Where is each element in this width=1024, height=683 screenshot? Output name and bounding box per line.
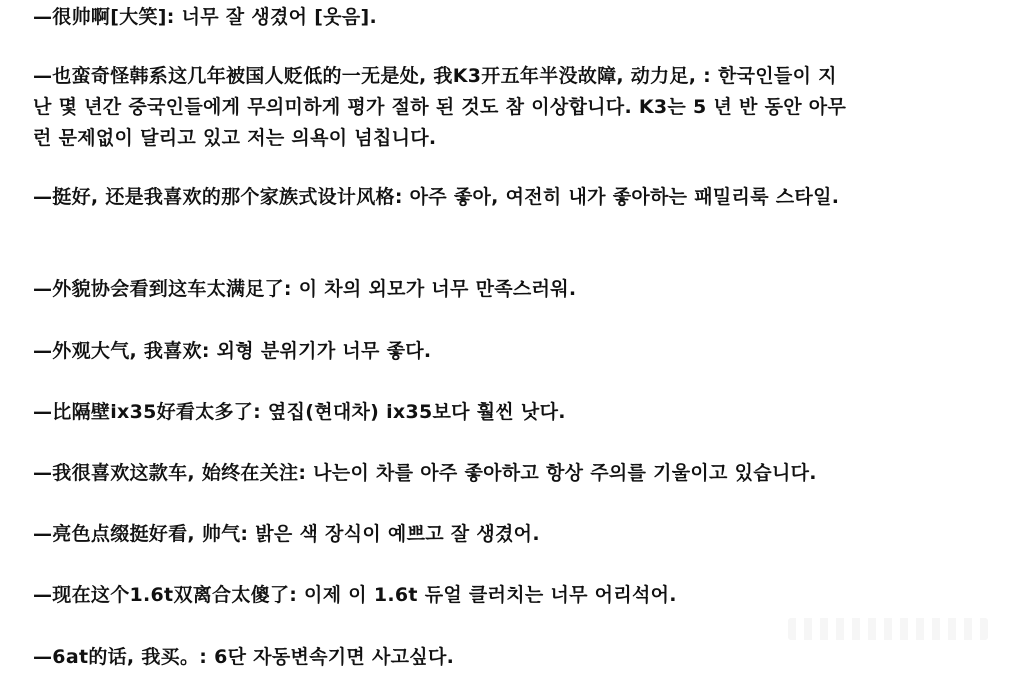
- comment-paragraph-3: —挺好, 还是我喜欢的那个家族式设计风格: 아주 좋아, 여전히 내가 좋아하는 패밀리룩 스타일.: [33, 186, 840, 208]
- comment-paragraph-5: —外观大气, 我喜欢: 외형 분위기가 너무 좋다.: [33, 340, 432, 362]
- comment-paragraph-10: —6at的话, 我买。: 6단 자동변속기면 사고싶다.: [33, 646, 455, 668]
- comment-paragraph-2: —也蛮奇怪韩系这几年被国人贬低的一无是处, 我K3开五年半没故障, 动力足, : 한국인들이 지난 몇 년간 중국인들에게 무의미하게 평가 절하 된 것도 참 이상합니다. K3는 5 년 반 동안 아무런 문제없이 달리고 있고 저는 의욕이 넘칩니다.: [33, 65, 847, 149]
- comment-paragraph-8: —亮色点缀挺好看, 帅气: 밝은 색 장식이 예쁘고 잘 생겼어.: [33, 523, 540, 545]
- comment-paragraph-6: —比隔壁ix35好看太多了: 옆집(현대차) ix35보다 훨씬 낫다.: [33, 401, 566, 423]
- comment-paragraph-7: —我很喜欢这款车, 始终在关注: 나는이 차를 아주 좋아하고 항상 주의를 기울이고 있습니다.: [33, 462, 817, 484]
- comment-paragraph-9: —现在这个1.6t双离合太傻了: 이제 이 1.6t 듀얼 클러치는 너무 어리석어.: [33, 584, 677, 606]
- watermark-mark: [788, 618, 988, 640]
- comment-paragraph-1: —很帅啊[大笑]: 너무 잘 생겼어 [웃음].: [33, 6, 378, 28]
- comment-paragraph-4: —外貌协会看到这车太满足了: 이 차의 외모가 너무 만족스러워.: [33, 278, 577, 300]
